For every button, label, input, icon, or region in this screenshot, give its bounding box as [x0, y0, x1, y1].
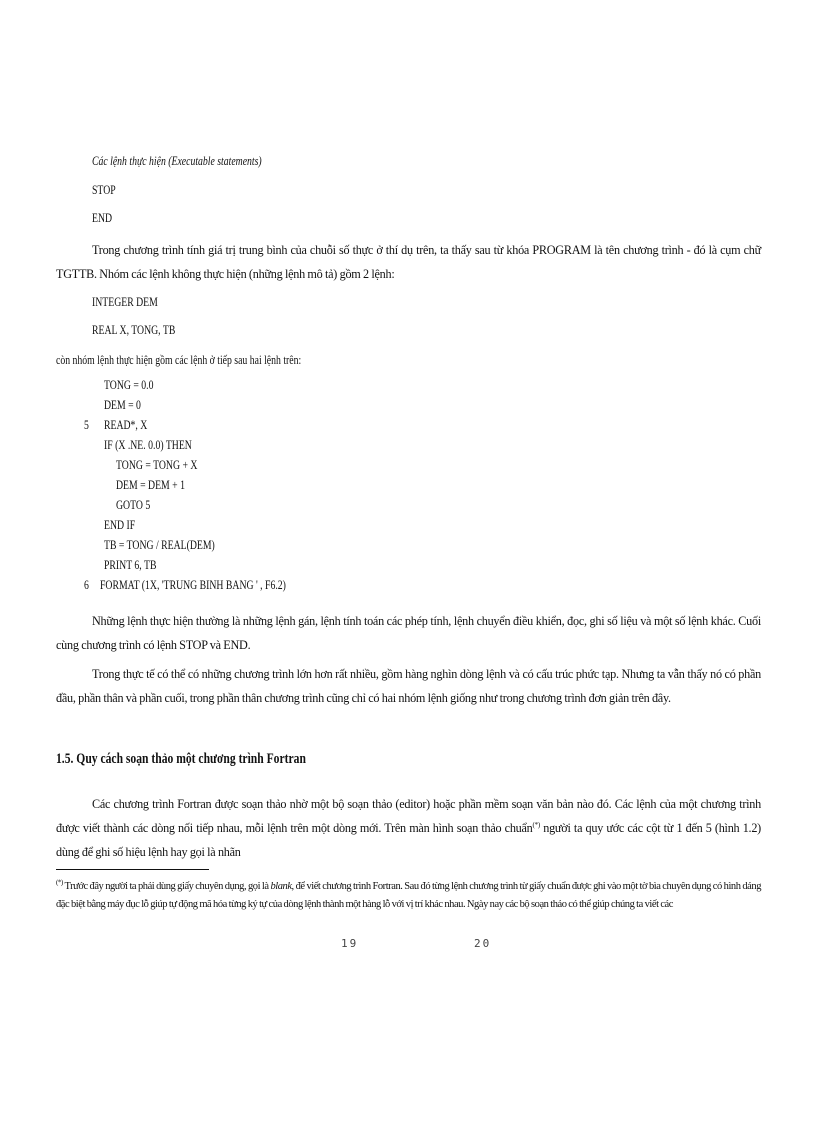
footnote-text: Trước đây người ta phải dùng giấy chuyên dụng, gọi là [62, 881, 271, 892]
code-line: DEM = 0 [104, 398, 141, 412]
paragraph-program-description: Trong chương trình tính giá trị trung bình của chuỗi số thực ở thí dụ trên, ta thấy sau từ khóa PROGRAM là tên chương trình - đó là cụm chữ TGTTB. Nhóm các lệnh không thực hiện (những lệnh mô tả) gồm 2 lệnh: [56, 243, 761, 281]
code-line: PRINT 6, TB [104, 558, 157, 572]
code-line: END IF [104, 518, 136, 532]
code-line: TONG = 0.0 [104, 378, 154, 392]
footnote-reference: (*) [532, 820, 540, 829]
code-line: DEM = DEM + 1 [116, 478, 185, 492]
code-line: GOTO 5 [116, 498, 151, 512]
section-body-text-cont: người ta quy ước các cột từ 1 đến 5 (hình 1.2) dùng để ghi số hiệu lệnh hay gọi là nhãn [56, 821, 761, 859]
section-body-text: Các chương trình Fortran được soạn thảo nhờ một bộ soạn thảo (editor) hoặc phần mềm soạn văn bản nào đó. Các lệnh của một chương trình được viết thành các dòng nối tiếp nhau, mỗi lệnh trên một dòng mới. Trên màn hình soạn thảo chuẩn [56, 797, 761, 835]
footnote-emphasis: blank [270, 881, 292, 892]
paragraph-executable-group: còn nhóm lệnh thực hiện gồm các lệnh ở tiếp sau hai lệnh trên: [56, 353, 302, 367]
stop-statement: STOP [92, 183, 116, 197]
code-line: IF (X .NE. 0.0) THEN [104, 438, 192, 452]
code-line: TONG = TONG + X [116, 458, 198, 472]
declaration-real: REAL X, TONG, TB [92, 323, 176, 337]
footnote [56, 878, 761, 914]
footnote-divider [56, 869, 209, 870]
footnote-text-cont: , để viết chương trình Fortran. Sau đó từng lệnh chương trình từ giấy chuẩn được ghi vào một tờ bìa chuyên dụng có hình dáng đặc biệt bằng máy đục lỗ giúp tự động mã hóa từng ký tự của dòng lệnh thành một hàng lỗ với vị trí khác nhau. Ngày nay các bộ soạn thảo có thể giúp chúng ta viết các [56, 881, 761, 910]
paragraph-executable-statements: Những lệnh thực hiện thường là những lệnh gán, lệnh tính toán các phép tính, lệnh chuyển điều khiển, đọc, ghi số liệu và một số lệnh khác. Cuối cùng chương trình có lệnh STOP và END. [56, 614, 761, 652]
executable-statements-label: Các lệnh thực hiện (Executable statements) [92, 154, 262, 168]
footnote-mark: (*) [56, 878, 63, 887]
paragraph-large-programs: Trong thực tế có thể có những chương trình lớn hơn rất nhiều, gồm hàng nghìn dòng lệnh và có cấu trúc phức tạp. Nhưng ta vẫn thấy nó có phần đầu, phần thân và phần cuối, trong phần thân chương trình cũng chỉ có hai nhóm lệnh giống như trong chương trình đơn giản trên đây. [56, 667, 761, 705]
section-heading: 1.5. Quy cách soạn thảo một chương trình Fortran [56, 751, 306, 767]
code-line: TB = TONG / REAL(DEM) [104, 538, 215, 552]
code-line-label: 6 [84, 578, 89, 592]
page-number-right: 20 [474, 937, 492, 950]
declaration-integer: INTEGER DEM [92, 295, 158, 309]
code-line: FORMAT (1X, 'TRUNG BINH BANG ' , F6.2) [100, 578, 286, 592]
code-line-label: 5 [84, 418, 89, 432]
paragraph-fortran-editing [56, 792, 761, 864]
end-statement: END [92, 211, 113, 225]
code-line: READ*, X [104, 418, 148, 432]
page-number-left: 19 [341, 937, 359, 950]
